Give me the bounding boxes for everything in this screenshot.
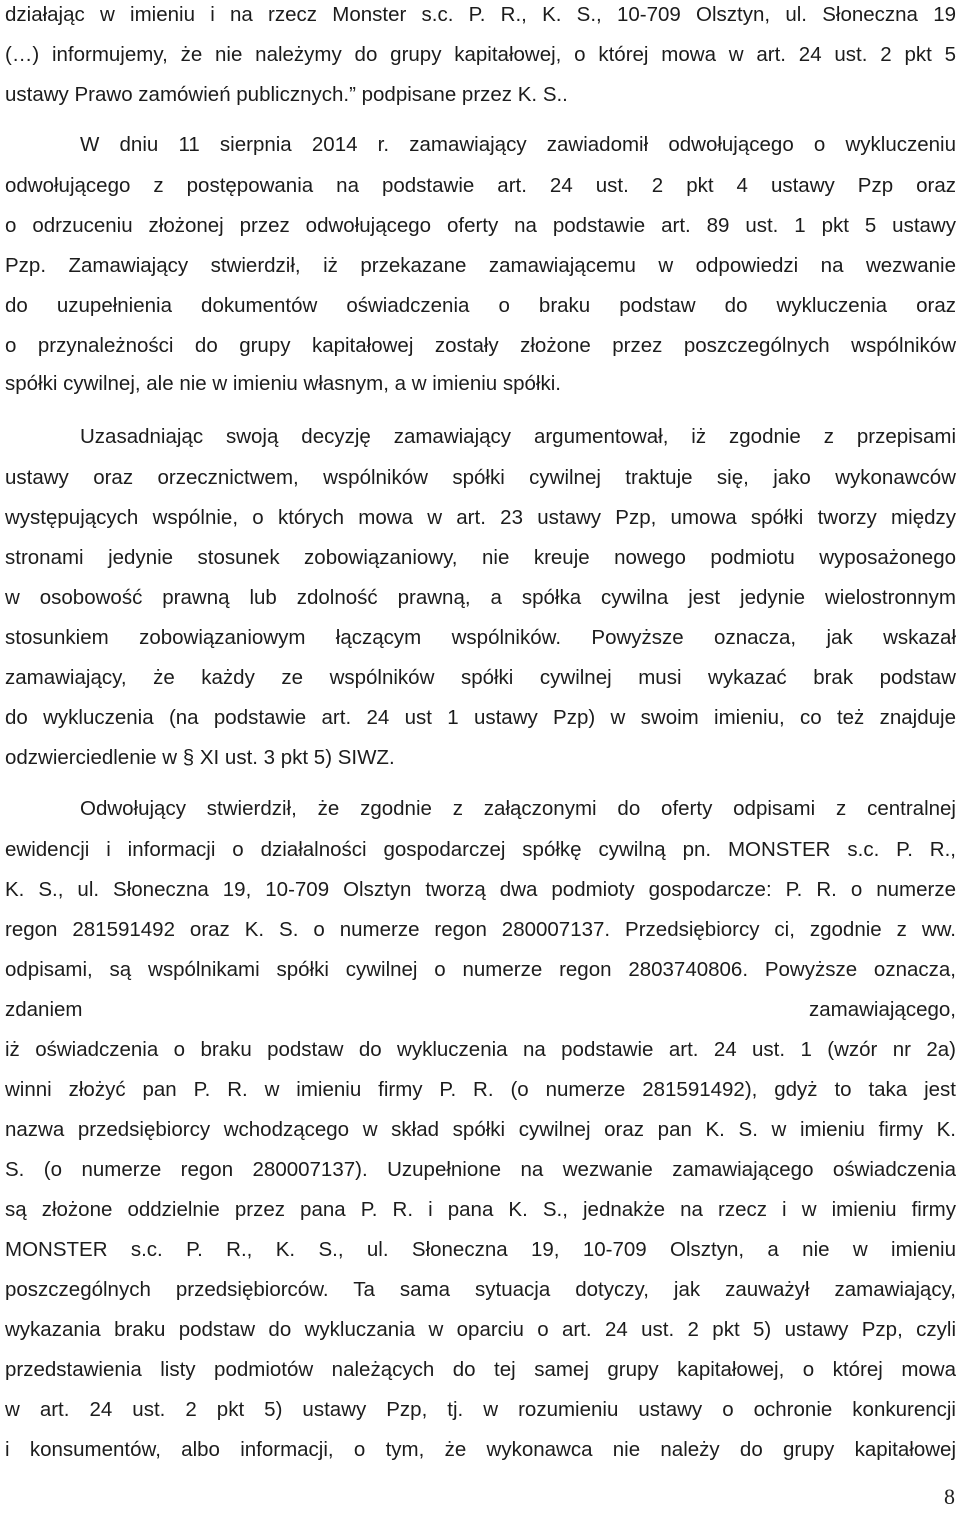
text-line: Odwołujący stwierdził, że zgodnie z załączonymi do oferty odpisami z centralnej [80,797,956,820]
text-line: odwołującego z postępowania na podstawie art. 24 ust. 2 pkt 4 ustawy Pzp oraz [5,174,956,197]
text-line: W dniu 11 sierpnia 2014 r. zamawiający zawiadomił odwołującego o wykluczeniu [80,133,956,156]
text-line: o przynależności do grupy kapitałowej zostały złożone przez poszczególnych wspólników [5,334,956,357]
text-line: winni złożyć pan P. R. w imieniu firmy P. R. (o numerze 281591492), gdyż to taka jest [5,1078,956,1101]
text-line: odzwierciedlenie w § XI ust. 3 pkt 5) SIWZ. [5,746,395,769]
text-line: stosunkiem zobowiązaniowym łączącym wspólników. Powyższe oznacza, jak wskazał [5,626,956,649]
text-line: w osobowość prawną lub zdolność prawną, a spółka cywilna jest jedynie wielostronnym [5,586,956,609]
text-line: wykazania braku podstaw do wykluczania w oparciu o art. 24 ust. 2 pkt 5) ustawy Pzp, czyli [5,1318,956,1341]
text-line: regon 281591492 oraz K. S. o numerze regon 280007137. Przedsiębiorcy ci, zgodnie z ww. [5,918,956,941]
text-line: o odrzuceniu złożonej przez odwołującego oferty na podstawie art. 89 ust. 1 pkt 5 ustawy [5,214,956,237]
text-line: Pzp. Zamawiający stwierdził, iż przekazane zamawiającemu w odpowiedzi na wezwanie [5,254,956,277]
text-line: nazwa przedsiębiorcy wchodzącego w skład spółki cywilnej oraz pan K. S. w imieniu firmy K. [5,1118,956,1141]
text-line: w art. 24 ust. 2 pkt 5) ustawy Pzp, tj. w rozumieniu ustawy o ochronie konkurencji [5,1398,956,1421]
text-line: (…) informujemy, że nie należymy do grupy kapitałowej, o której mowa w art. 24 ust. 2 pkt 5 [5,43,956,66]
text-line: zdaniem zamawiającego, [5,998,956,1021]
text-line: spółki cywilnej, ale nie w imieniu własnym, a w imieniu spółki. [5,372,561,395]
text-line: działając w imieniu i na rzecz Monster s.c. P. R., K. S., 10-709 Olsztyn, ul. Słoneczna 19 [5,3,956,26]
text-line: do uzupełnienia dokumentów oświadczenia o braku podstaw do wykluczenia oraz [5,294,956,317]
text-line: K. S., ul. Słoneczna 19, 10-709 Olsztyn tworzą dwa podmioty gospodarcze: P. R. o numerze [5,878,956,901]
text-line: ustawy oraz orzecznictwem, wspólników spółki cywilnej traktuje się, jako wykonawców [5,466,956,489]
text-line: do wykluczenia (na podstawie art. 24 ust 1 ustawy Pzp) w swoim imieniu, co też znajduje [5,706,956,729]
text-line: poszczególnych przedsiębiorców. Ta sama sytuacja dotyczy, jak zauważył zamawiający, [5,1278,956,1301]
text-line: zamawiający, że każdy ze wspólników spółki cywilnej musi wykazać brak podstaw [5,666,956,689]
text-line: występujących wspólnie, o których mowa w art. 23 ustawy Pzp, umowa spółki tworzy między [5,506,956,529]
text-line: ustawy Prawo zamówień publicznych.” podpisane przez K. S.. [5,83,568,106]
text-line: stronami jedynie stosunek zobowiązaniowy, nie kreuje nowego podmiotu wyposażonego [5,546,956,569]
text-line: przedstawienia listy podmiotów należących do tej samej grupy kapitałowej, o której mowa [5,1358,956,1381]
text-line: ewidencji i informacji o działalności gospodarczej spółkę cywilną pn. MONSTER s.c. P. R., [5,838,956,861]
text-line: Uzasadniając swoją decyzję zamawiający argumentował, iż zgodnie z przepisami [80,425,956,448]
text-line: i konsumentów, albo informacji, o tym, że wykonawca nie należy do grupy kapitałowej [5,1438,956,1461]
text-line: MONSTER s.c. P. R., K. S., ul. Słoneczna 19, 10-709 Olsztyn, a nie w imieniu [5,1238,956,1261]
text-line: odpisami, są wspólnikami spółki cywilnej o numerze regon 2803740806. Powyższe oznacza, [5,958,956,981]
text-line: S. (o numerze regon 280007137). Uzupełnione na wezwanie zamawiającego oświadczenia [5,1158,956,1181]
text-line: są złożone oddzielnie przez pana P. R. i pana K. S., jednakże na rzecz i w imieniu firmy [5,1198,956,1221]
text-line: iż oświadczenia o braku podstaw do wykluczenia na podstawie art. 24 ust. 1 (wzór nr 2a) [5,1038,956,1061]
page-number: 8 [944,1484,955,1509]
